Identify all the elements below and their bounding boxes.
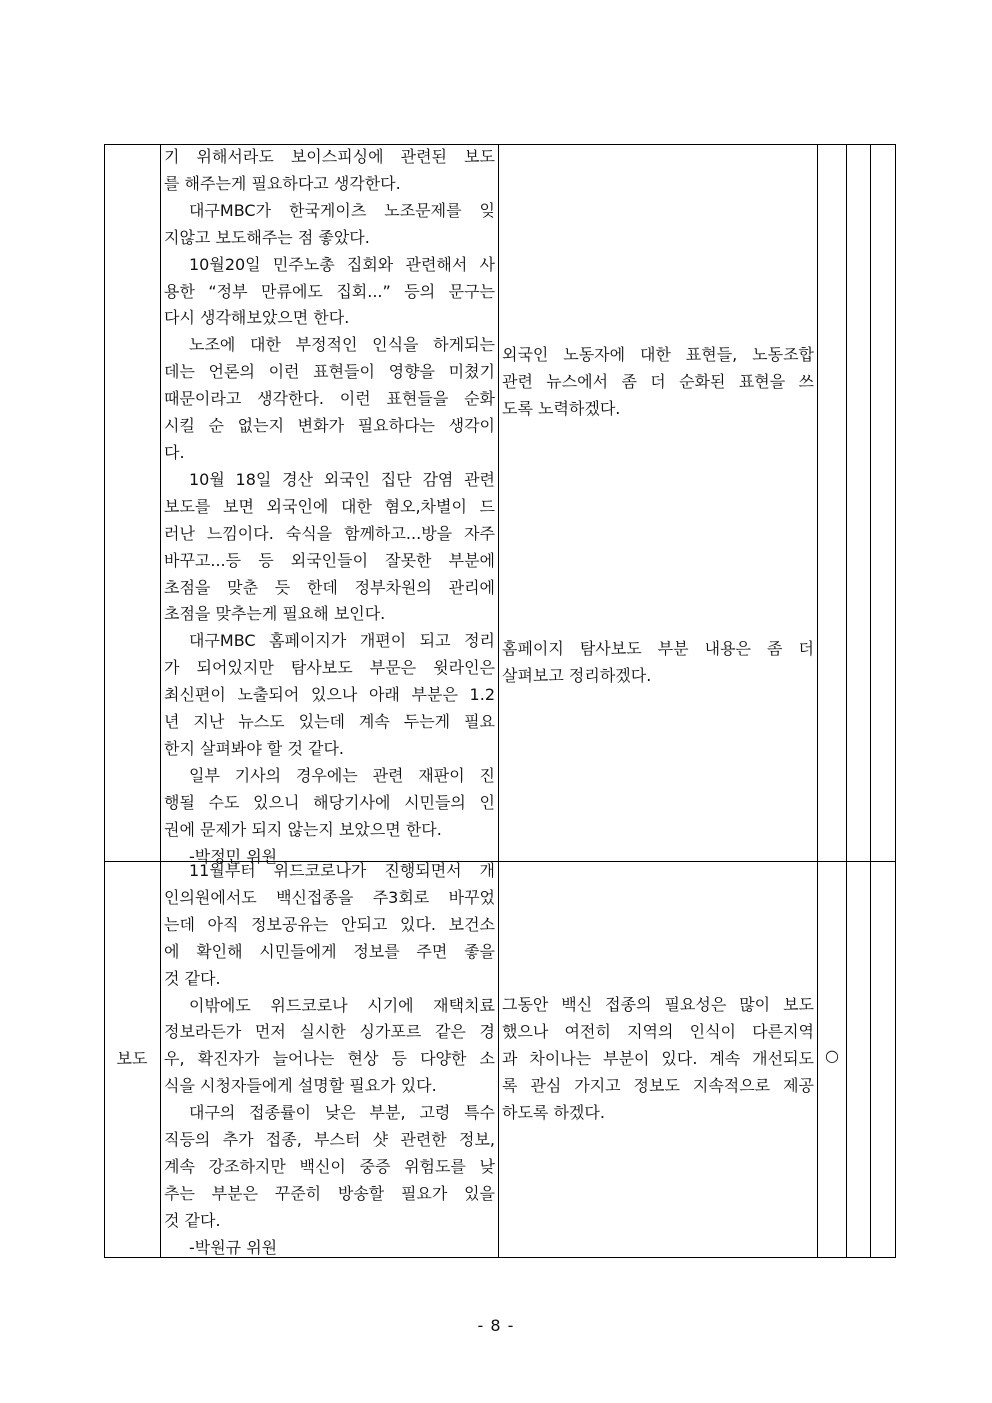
- opinion-line: 다.: [164, 442, 185, 462]
- response-cell-row1-b: [502, 636, 814, 690]
- opinion-line: 데는 언론의 이런 표현들이 영향을 미쳤기: [164, 362, 495, 382]
- opinion-line: 기 위해서라도 보이스피싱에 관련된 보도: [164, 147, 495, 166]
- opinion-line: 는데 아직 정보공유는 안되고 있다. 보건소: [164, 914, 495, 934]
- opinion-line: 때문이라고 생각한다. 이런 표현들을 순화: [164, 389, 495, 409]
- check-mark: ○: [825, 1046, 839, 1065]
- response-line: 했으나 여전히 지역의 인식이 다른지역: [502, 1021, 814, 1041]
- opinion-line: 최신편이 노출되어 있으나 아래 부분은 1.2: [164, 685, 495, 705]
- category-label: 보도: [116, 1049, 148, 1068]
- col-divider-mark1: [846, 144, 847, 1258]
- opinion-line: 것 같다.: [164, 968, 221, 988]
- response-line: 살펴보고 정리하겠다.: [502, 665, 652, 685]
- response-line: 외국인 노동자에 대한 표현들, 노동조합: [502, 345, 814, 364]
- response-line: 과 차이나는 부분이 있다. 계속 개선되도: [502, 1048, 814, 1068]
- col-divider-category: [160, 144, 161, 1258]
- opinion-line: 가 되어있지만 탐사보도 부문은 윗라인은: [164, 658, 495, 678]
- response-line: 홈페이지 탐사보도 부분 내용은 좀 더: [502, 639, 814, 658]
- table-left-border: [104, 144, 105, 1258]
- opinion-line: 지않고 보도해주는 점 좋았다.: [164, 227, 370, 247]
- opinion-line: 식을 시청자들에게 설명할 필요가 있다.: [164, 1076, 437, 1096]
- col-divider-response: [817, 144, 818, 1258]
- opinion-line: 대구MBC가 한국게이츠 노조문제를 잊: [189, 200, 495, 220]
- opinion-line: 노조에 대한 부정적인 인식을 하게되는: [189, 335, 495, 355]
- response-cell-row2: [502, 992, 814, 1127]
- response-line: 록 관심 가지고 정보도 지속적으로 제공: [502, 1075, 814, 1095]
- opinion-line: 것 같다.: [164, 1210, 221, 1230]
- col-divider-opinion: [498, 144, 499, 1258]
- col-divider-mark2: [870, 144, 871, 1258]
- response-line: 관련 뉴스에서 좀 더 순화된 표현을 쓰: [502, 371, 814, 391]
- opinion-line: 다시 생각해보았으면 한다.: [164, 308, 350, 328]
- page-number: - 8 -: [477, 1316, 515, 1335]
- opinion-line: 우, 확진자가 늘어나는 현상 등 다양한 소: [164, 1049, 495, 1069]
- opinion-line: 권에 문제가 되지 않는지 보았으면 한다.: [164, 819, 442, 839]
- opinion-cell-row2: [164, 858, 495, 1262]
- opinion-line: 초점을 맞춘 듯 한데 정부차원의 관리에: [164, 577, 495, 597]
- response-line: 그동안 백신 접종의 필요성은 많이 보도: [502, 995, 814, 1014]
- opinion-line: 10월20일 민주노총 집회와 관련해서 사: [189, 254, 495, 274]
- opinion-line: 이밖에도 위드코로나 시기에 재택치료: [189, 995, 495, 1015]
- opinion-line: 11월부터 위드코로나가 진행되면서 개: [189, 861, 495, 880]
- opinion-line: -박정민 위원: [189, 846, 278, 866]
- opinion-line: -박원규 위원: [189, 1237, 278, 1257]
- table-right-border: [895, 144, 896, 1258]
- opinion-line: 보도를 보면 외국인에 대한 혐오,차별이 드: [164, 496, 495, 516]
- opinion-line: 10월 18일 경산 외국인 집단 감염 관련: [189, 469, 495, 489]
- opinion-line: 시킬 순 없는지 변화가 필요하다는 생각이: [164, 416, 495, 436]
- opinion-line: 일부 기사의 경우에는 관련 재판이 진: [189, 765, 495, 785]
- opinion-line: 대구의 접종률이 낮은 부분, 고령 특수: [189, 1103, 495, 1123]
- response-line: 하도록 하겠다.: [502, 1102, 605, 1122]
- opinion-line: 바꾸고...등 등 외국인들이 잘못한 부분에: [164, 550, 495, 570]
- opinion-line: 대구MBC 홈페이지가 개편이 되고 정리: [189, 631, 495, 651]
- opinion-line: 를 해주는게 필요하다고 생각한다.: [164, 173, 401, 193]
- opinion-line: 한지 살펴봐야 할 것 같다.: [164, 738, 344, 758]
- opinion-line: 용한 “정부 만류에도 집회...” 등의 문구는: [164, 281, 495, 301]
- opinion-line: 행될 수도 있으니 해당기사에 시민들의 인: [164, 792, 495, 812]
- opinion-line: 초점을 맞추는게 필요해 보인다.: [164, 604, 386, 624]
- response-line: 도록 노력하겠다.: [502, 398, 621, 418]
- opinion-cell-row1: [164, 144, 495, 870]
- opinion-line: 러난 느낌이다. 숙식을 함께하고...방을 자주: [164, 523, 495, 543]
- opinion-line: 인의원에서도 백신접종을 주3회로 바꾸었: [164, 887, 495, 907]
- opinion-line: 계속 강조하지만 백신이 중증 위험도를 낮: [164, 1156, 495, 1176]
- opinion-line: 정보라든가 먼저 실시한 싱가포르 같은 경: [164, 1022, 495, 1042]
- response-cell-row1-a: [502, 342, 814, 423]
- opinion-line: 에 확인해 시민들에게 정보를 주면 좋을: [164, 941, 495, 961]
- opinion-line: 년 지난 뉴스도 있는데 계속 두는게 필요: [164, 712, 495, 732]
- opinion-line: 직등의 추가 접종, 부스터 샷 관련한 정보,: [164, 1130, 495, 1150]
- opinion-line: 추는 부분은 꾸준히 방송할 필요가 있을: [164, 1183, 495, 1203]
